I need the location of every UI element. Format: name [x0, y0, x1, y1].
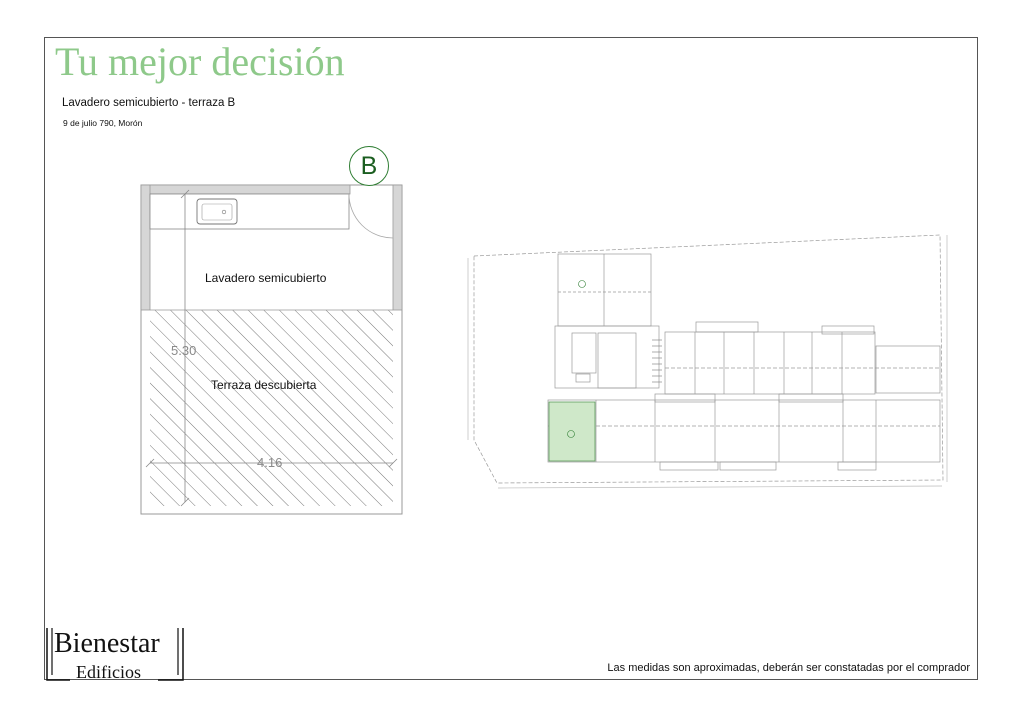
plan-subtitle: Lavadero semicubierto - terraza B [62, 97, 236, 109]
logo-sub-text: Edificios [76, 662, 141, 682]
room-label-lavadero: Lavadero semicubierto [205, 271, 327, 285]
room-label-terraza: Terraza descubierta [211, 378, 317, 392]
site-boundary [474, 235, 943, 483]
unit-badge: B [349, 146, 389, 186]
page-title: Tu mejor decisión [55, 39, 345, 84]
disclaimer-text: Las medidas son aproximadas, deberán ser constatadas por el comprador [607, 662, 970, 674]
address-text: 9 de julio 790, Morón [63, 118, 143, 128]
dimension-width: 4.16 [257, 455, 283, 470]
dimension-height: 5.30 [171, 343, 197, 358]
highlighted-unit-b [549, 402, 595, 461]
logo-main-text: Bienestar [54, 628, 160, 659]
brand-logo [46, 626, 186, 682]
